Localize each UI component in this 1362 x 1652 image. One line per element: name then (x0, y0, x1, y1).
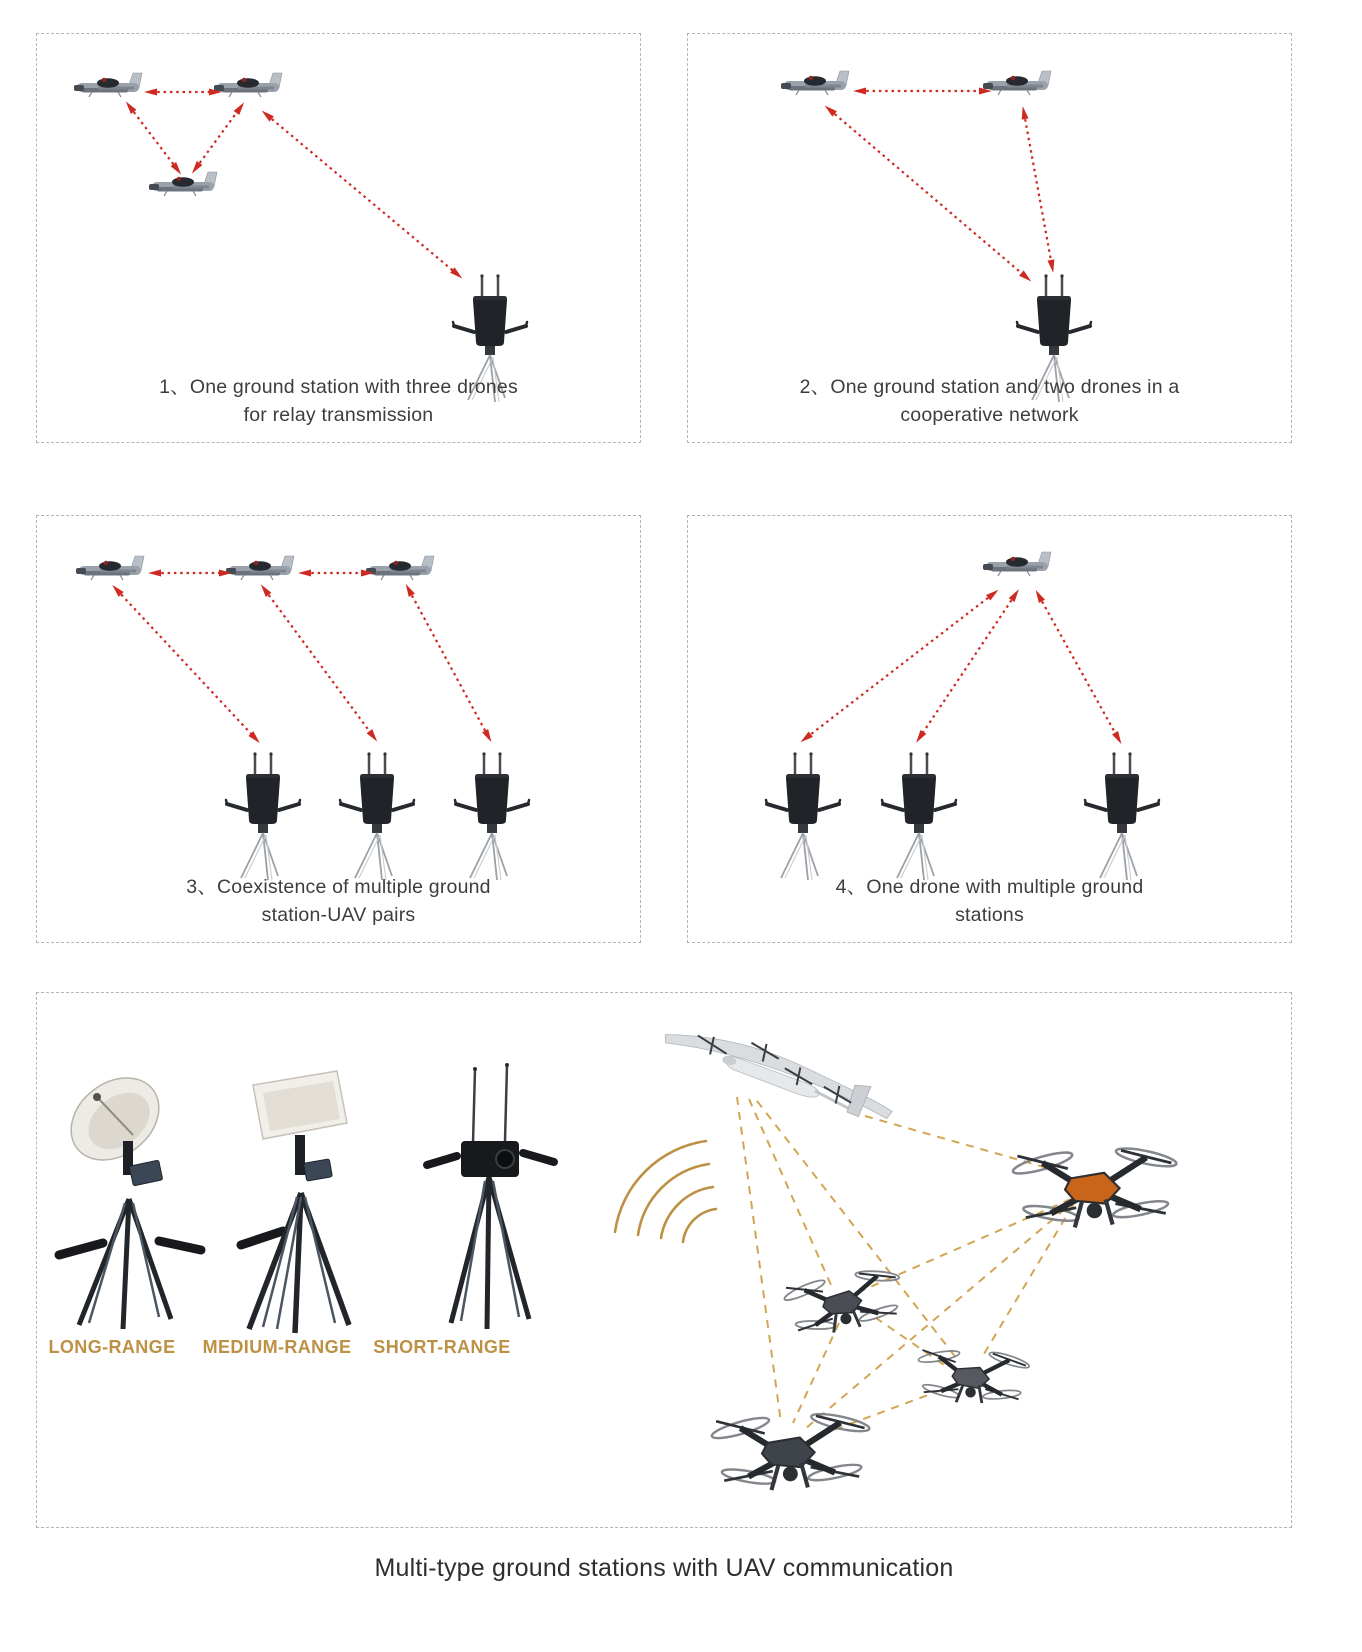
fixed-wing-drone-icon (366, 556, 434, 580)
panel-caption (37, 373, 640, 429)
arrowhead (482, 729, 491, 742)
short-range-label: SHORT-RANGE (373, 1337, 511, 1357)
wifi-signal-icon (615, 1141, 716, 1242)
comm-link-arrow (265, 590, 373, 736)
arrowhead (916, 730, 926, 743)
ground-station-icon (1085, 752, 1159, 880)
mesh-link (749, 1099, 831, 1285)
ground-station-icon (882, 752, 956, 880)
caption-line: stations (955, 904, 1024, 926)
long-range-label: LONG-RANGE (48, 1337, 176, 1357)
caption-line: for relay transmission (243, 404, 434, 426)
mesh-link (981, 1205, 1073, 1359)
panel-caption (688, 373, 1291, 429)
long-range-ground-station (55, 1061, 201, 1329)
caption-line: 3、Coexistence of multiple ground (186, 876, 491, 898)
fixed-wing-drone-icon (983, 71, 1051, 95)
arrowhead (1112, 731, 1121, 744)
comm-link-arrow (920, 595, 1015, 737)
mesh-link (865, 1116, 1065, 1173)
scenario-panel-2 (687, 33, 1292, 443)
gray-quadcopter-uav (781, 1264, 907, 1339)
fixed-wing-drone-icon (76, 556, 144, 580)
arrowhead (1009, 589, 1019, 602)
comm-link-arrow (1039, 596, 1118, 738)
fixed-wing-drone-icon (983, 552, 1051, 576)
scenario-panel-1 (36, 33, 641, 443)
panel-caption (37, 873, 640, 929)
arrowhead (1022, 106, 1029, 119)
arrowhead (1047, 259, 1054, 272)
multi-type-ground-station-panel (36, 992, 1292, 1528)
arrowhead (1019, 270, 1031, 281)
vtol-fixed-wing-uav (657, 1023, 901, 1123)
arrowhead (148, 570, 161, 577)
fixed-wing-drone-icon (214, 73, 282, 97)
caption-line: cooperative network (900, 404, 1079, 426)
arrowhead (298, 570, 311, 577)
arrowhead (248, 731, 259, 743)
caption-line: 4、One drone with multiple ground (835, 876, 1144, 898)
arrowhead (234, 102, 245, 115)
arrowhead (406, 584, 415, 597)
comm-link-arrow (130, 107, 177, 169)
uav-mesh-links (737, 1097, 1073, 1437)
comm-link-arrow (196, 108, 240, 168)
short-range-ground-station (427, 1063, 554, 1329)
arrowhead (853, 88, 866, 95)
comm-link-arrow (806, 594, 993, 738)
arrowhead (1036, 590, 1045, 603)
comm-link-arrow (117, 590, 255, 738)
arrowhead (367, 729, 378, 742)
comm-link-arrow (267, 115, 457, 274)
scenario-panel-4 (687, 515, 1292, 943)
caption-line: 1、One ground station with three drones (159, 376, 518, 398)
large-quadcopter-uav (710, 1410, 870, 1490)
orange-quadcopter-uav (1011, 1145, 1177, 1228)
multi-type-graphic (37, 993, 1293, 1529)
caption-line: 2、One ground station and two drones in a (799, 376, 1180, 398)
panel-caption (688, 873, 1291, 929)
comm-link-arrow (1024, 113, 1052, 266)
arrowhead (144, 89, 157, 96)
mesh-link (793, 1323, 839, 1423)
comm-link-arrow (409, 590, 488, 736)
medium-range-label: MEDIUM-RANGE (202, 1337, 352, 1357)
fixed-wing-drone-icon (74, 73, 142, 97)
ground-station-icon (226, 752, 300, 880)
ground-station-icon (340, 752, 414, 880)
fixed-wing-drone-icon (149, 172, 217, 196)
fixed-wing-drone-icon (226, 556, 294, 580)
ground-station-icon (766, 752, 840, 880)
scenario-panel-3 (36, 515, 641, 943)
medium-range-ground-station (241, 1071, 349, 1333)
fixed-wing-drone-icon (781, 71, 849, 95)
figure-caption: Multi-type ground stations with UAV communication (374, 1554, 954, 1582)
gray-quadcopter-uav (913, 1342, 1031, 1410)
caption-line: station-UAV pairs (261, 904, 416, 926)
comm-link-arrow (830, 110, 1026, 277)
ground-station-icon (455, 752, 529, 880)
mesh-link (737, 1097, 781, 1423)
